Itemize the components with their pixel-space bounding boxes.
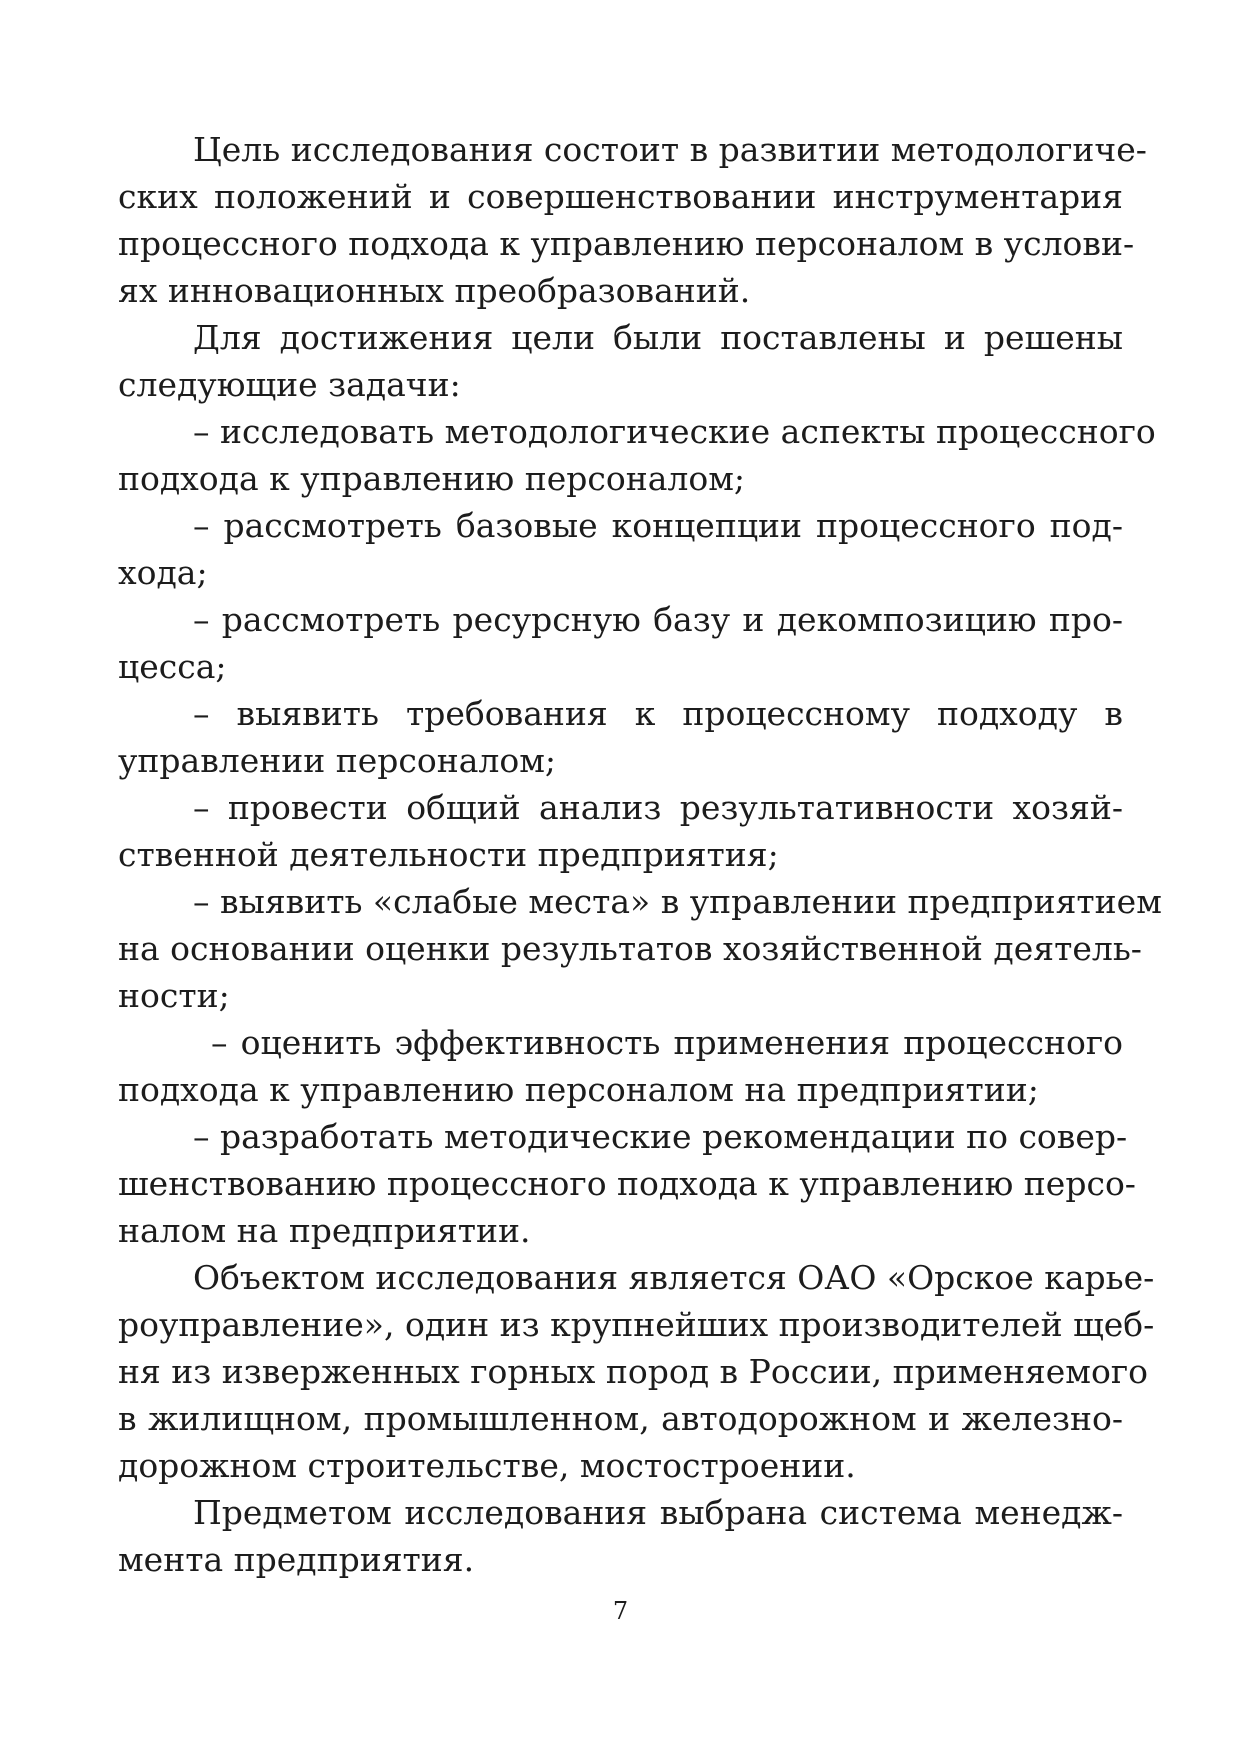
list-item: [118, 784, 1123, 878]
page-body: [118, 126, 1162, 1583]
text-line: на основании оценки результатов хозяйственной деятель-: [118, 929, 1142, 968]
paragraph-goal: [118, 126, 1147, 314]
list-item: [118, 408, 1156, 502]
text-line: следующие задачи:: [118, 365, 461, 404]
list-item: [118, 1113, 1136, 1254]
text-line: Объектом исследования является ОАО «Орское карье-: [193, 1258, 1155, 1297]
paragraph-object: [118, 1254, 1155, 1489]
text-line: – разработать методические рекомендации по совер-: [193, 1117, 1128, 1156]
text-line: в жилищном, промышленном, автодорожном и железно-: [118, 1399, 1123, 1438]
text-line: – выявить «слабые места» в управлении предприятием: [193, 882, 1162, 921]
text-line: налом на предприятии.: [118, 1211, 531, 1250]
list-item: [118, 690, 1123, 784]
paragraph-subject: [118, 1489, 1123, 1583]
paragraph-tasks-intro: [118, 314, 1123, 408]
text-line: ности;: [118, 976, 230, 1015]
text-line: шенствованию процессного подхода к управлению персо-: [118, 1164, 1136, 1203]
text-line: подхода к управлению персоналом;: [118, 459, 746, 498]
text-line: ня из изверженных горных пород в России, применяемого: [118, 1352, 1148, 1391]
text-line: процессного подхода к управлению персоналом в услови-: [118, 224, 1135, 263]
text-line: дорожном строительстве, мостостроении.: [118, 1446, 856, 1485]
list-item: [118, 1019, 1123, 1113]
list-item: [118, 596, 1123, 690]
text-line: Цель исследования состоит в развитии методологиче-: [193, 130, 1147, 169]
text-line: – рассмотреть ресурсную базу и декомпозицию про-: [193, 600, 1123, 639]
text-line: – выявить требования к процессному подходу в: [193, 694, 1123, 733]
task-list: [118, 408, 1162, 1254]
text-line: – исследовать методологические аспекты процессного: [193, 412, 1156, 451]
text-line: роуправление», один из крупнейших производителей щеб-: [118, 1305, 1155, 1344]
text-line: Для достижения цели были поставлены и решены: [193, 318, 1123, 357]
list-item: [118, 502, 1123, 596]
text-line: ских положений и совершенствовании инструментария: [118, 177, 1123, 216]
page-number: 7: [612, 1597, 629, 1625]
text-line: хода;: [118, 553, 208, 592]
text-line: Предметом исследования выбрана система менедж-: [193, 1493, 1123, 1532]
text-line: – оценить эффективность применения процессного: [211, 1023, 1123, 1062]
text-line: цесса;: [118, 647, 227, 686]
text-line: – провести общий анализ результативности хозяй-: [193, 788, 1123, 827]
text-line: управлении персоналом;: [118, 741, 557, 780]
text-line: ях инновационных преобразований.: [118, 271, 751, 310]
text-line: мента предприятия.: [118, 1540, 475, 1579]
text-line: – рассмотреть базовые концепции процессного под-: [193, 506, 1123, 545]
text-line: подхода к управлению персоналом на предприятии;: [118, 1070, 1039, 1109]
list-item: [118, 878, 1162, 1019]
text-line: ственной деятельности предприятия;: [118, 835, 779, 874]
